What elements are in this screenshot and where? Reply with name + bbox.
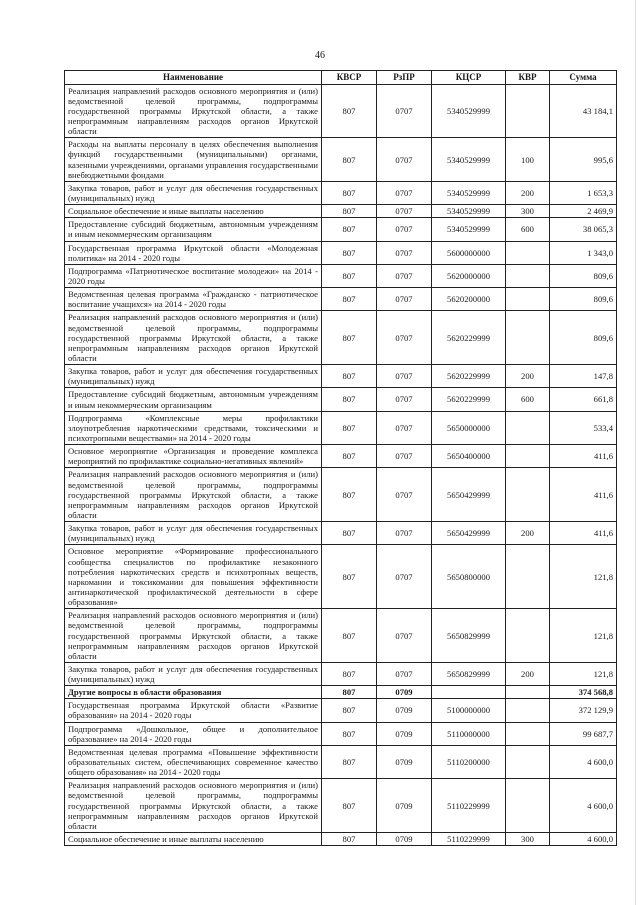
cell-kcsr: 5650829999 <box>432 609 506 663</box>
header-rzpr: РзПР <box>377 71 432 85</box>
cell-kcsr: 5650829999 <box>432 662 506 685</box>
cell-kvr: 200 <box>506 181 550 204</box>
cell-kvsr: 807 <box>322 545 377 609</box>
cell-rzpr: 0707 <box>377 388 432 411</box>
cell-kcsr <box>432 686 506 699</box>
cell-sum: 2 469,9 <box>550 205 617 218</box>
table-row <box>65 609 617 663</box>
page-number: 46 <box>315 50 325 61</box>
cell-sum: 372 129,9 <box>550 699 617 722</box>
cell-sum: 995,6 <box>550 138 617 182</box>
cell-rzpr: 0709 <box>377 779 432 833</box>
cell-kvr <box>506 241 550 264</box>
cell-rzpr: 0709 <box>377 722 432 745</box>
cell-sum: 121,8 <box>550 545 617 609</box>
cell-kvsr: 807 <box>322 388 377 411</box>
cell-name: Подпрограмма «Комплексные меры профилактики злоупотребления наркотическими средствами, токсическими и психотропными веществами» на 2014 - 2020 годы <box>65 411 322 444</box>
cell-kvr: 300 <box>506 205 550 218</box>
table-header-row <box>65 71 617 85</box>
table-row <box>65 411 617 444</box>
cell-kvr <box>506 445 550 468</box>
cell-kvsr: 807 <box>322 686 377 699</box>
table-row <box>65 138 617 182</box>
header-name: Наименование <box>65 71 322 85</box>
cell-kvr: 200 <box>506 522 550 545</box>
cell-rzpr: 0707 <box>377 311 432 365</box>
table-row <box>65 218 617 241</box>
cell-sum: 121,8 <box>550 609 617 663</box>
cell-sum: 43 184,1 <box>550 84 617 138</box>
header-kvsr: КВСР <box>322 71 377 85</box>
cell-rzpr: 0709 <box>377 686 432 699</box>
cell-kvsr: 807 <box>322 745 377 778</box>
cell-kvr <box>506 609 550 663</box>
cell-kvsr: 807 <box>322 205 377 218</box>
cell-kcsr: 5340529999 <box>432 84 506 138</box>
cell-kvsr: 807 <box>322 833 377 846</box>
table-row <box>65 745 617 778</box>
cell-kvsr: 807 <box>322 468 377 522</box>
cell-name: Подпрограмма «Дошкольное, общее и дополнительное образование» на 2014 - 2020 годы <box>65 722 322 745</box>
cell-rzpr: 0707 <box>377 205 432 218</box>
table-row <box>65 686 617 699</box>
cell-rzpr: 0707 <box>377 84 432 138</box>
cell-kcsr: 5340529999 <box>432 181 506 204</box>
cell-kcsr: 5100000000 <box>432 699 506 722</box>
cell-kcsr: 5620229999 <box>432 388 506 411</box>
cell-kvr <box>506 288 550 311</box>
cell-name: Государственная программа Иркутской области «Развитие образования» на 2014 - 2020 годы <box>65 699 322 722</box>
cell-name: Другие вопросы в области образования <box>65 686 322 699</box>
cell-kvsr: 807 <box>322 241 377 264</box>
cell-sum: 661,8 <box>550 388 617 411</box>
table-row <box>65 365 617 388</box>
table-row <box>65 181 617 204</box>
header-kvr: КВР <box>506 71 550 85</box>
cell-name: Реализация направлений расходов основного мероприятия и (или) ведомственной целевой программы, подпрограммы государственной программы Иркутской области, а также непрограммным направлениям расходов органов Иркутской области <box>65 468 322 522</box>
cell-name: Закупка товаров, работ и услуг для обеспечения государственных (муниципальных) нужд <box>65 365 322 388</box>
table-row <box>65 205 617 218</box>
cell-rzpr: 0709 <box>377 699 432 722</box>
cell-name: Подпрограмма «Патриотическое воспитание молодежи» на 2014 - 2020 годы <box>65 264 322 287</box>
cell-kvsr: 807 <box>322 779 377 833</box>
cell-kcsr: 5600000000 <box>432 241 506 264</box>
table-row <box>65 779 617 833</box>
cell-name: Реализация направлений расходов основного мероприятия и (или) ведомственной целевой программы, подпрограммы государственной программы Иркутской области, а также непрограммным направлениям расходов органов Иркутской области <box>65 779 322 833</box>
cell-kvr: 300 <box>506 833 550 846</box>
cell-kvr: 600 <box>506 218 550 241</box>
cell-kvr: 600 <box>506 388 550 411</box>
cell-rzpr: 0707 <box>377 662 432 685</box>
cell-kvsr: 807 <box>322 138 377 182</box>
cell-rzpr: 0707 <box>377 411 432 444</box>
budget-table <box>64 70 617 846</box>
cell-kcsr: 5650400000 <box>432 445 506 468</box>
cell-name: Реализация направлений расходов основного мероприятия и (или) ведомственной целевой программы, подпрограммы государственной программы Иркутской области, а также непрограммным направлениям расходов органов Иркутской области <box>65 311 322 365</box>
cell-kvr <box>506 84 550 138</box>
cell-name: Предоставление субсидий бюджетным, автономным учреждениям и иным некоммерческим организациям <box>65 218 322 241</box>
cell-kcsr: 5110229999 <box>432 833 506 846</box>
cell-kcsr: 5110200000 <box>432 745 506 778</box>
cell-kvsr: 807 <box>322 365 377 388</box>
cell-kcsr: 5650000000 <box>432 411 506 444</box>
cell-kvsr: 807 <box>322 218 377 241</box>
cell-kvr <box>506 311 550 365</box>
cell-kvr: 100 <box>506 138 550 182</box>
cell-name: Реализация направлений расходов основного мероприятия и (или) ведомственной целевой программы, подпрограммы государственной программы Иркутской области, а также непрограммным направлениям расходов органов Иркутской области <box>65 84 322 138</box>
table-row <box>65 311 617 365</box>
cell-kcsr: 5650429999 <box>432 522 506 545</box>
cell-name: Закупка товаров, работ и услуг для обеспечения государственных (муниципальных) нужд <box>65 181 322 204</box>
cell-kvsr: 807 <box>322 311 377 365</box>
cell-rzpr: 0707 <box>377 445 432 468</box>
cell-rzpr: 0707 <box>377 181 432 204</box>
cell-name: Расходы на выплаты персоналу в целях обеспечения выполнения функций государственными (муниципальными) органами, казенными учреждениями, органами управления государственными внебюджетными фондами <box>65 138 322 182</box>
cell-rzpr: 0709 <box>377 745 432 778</box>
table-row <box>65 833 617 846</box>
cell-kvsr: 807 <box>322 662 377 685</box>
cell-sum: 147,8 <box>550 365 617 388</box>
cell-kcsr: 5620200000 <box>432 288 506 311</box>
cell-kvr <box>506 722 550 745</box>
cell-kvsr: 807 <box>322 411 377 444</box>
cell-kcsr: 5340529999 <box>432 205 506 218</box>
cell-kvr: 200 <box>506 365 550 388</box>
table-row <box>65 445 617 468</box>
table-row <box>65 699 617 722</box>
table-row <box>65 662 617 685</box>
cell-sum: 411,6 <box>550 522 617 545</box>
table-row <box>65 288 617 311</box>
cell-kvr <box>506 468 550 522</box>
cell-sum: 38 065,3 <box>550 218 617 241</box>
cell-name: Ведомственная целевая программа «Повышение эффективности образовательных систем, обеспечивающих современное качество общего образования» на 2014 - 2020 годы <box>65 745 322 778</box>
cell-kvr <box>506 745 550 778</box>
cell-kcsr: 5340529999 <box>432 218 506 241</box>
table-row <box>65 545 617 609</box>
cell-sum: 1 343,0 <box>550 241 617 264</box>
cell-kcsr: 5650800000 <box>432 545 506 609</box>
cell-name: Основное мероприятие «Организация и проведение комплекса мероприятий по профилактике социально-негативных явлений» <box>65 445 322 468</box>
cell-kvr <box>506 411 550 444</box>
header-sum: Сумма <box>550 71 617 85</box>
cell-rzpr: 0707 <box>377 468 432 522</box>
cell-kcsr: 5110229999 <box>432 779 506 833</box>
cell-name: Реализация направлений расходов основного мероприятия и (или) ведомственной целевой программы, подпрограммы государственной программы Иркутской области, а также непрограммным направлениям расходов органов Иркутской области <box>65 609 322 663</box>
table-row <box>65 388 617 411</box>
cell-name: Социальное обеспечение и иные выплаты населению <box>65 205 322 218</box>
cell-kvsr: 807 <box>322 609 377 663</box>
cell-kvr <box>506 686 550 699</box>
cell-kvr <box>506 264 550 287</box>
table-row <box>65 468 617 522</box>
cell-name: Основное мероприятие «Формирование профессионального сообщества специалистов по профилактике незаконного потребления наркотических средств и психотропных веществ, наркомании и токсикомании для повышения эффективности антинаркотической профилактической деятельности в сфере образования» <box>65 545 322 609</box>
cell-kcsr: 5650429999 <box>432 468 506 522</box>
cell-sum: 809,6 <box>550 288 617 311</box>
cell-sum: 809,6 <box>550 264 617 287</box>
cell-kcsr: 5620229999 <box>432 365 506 388</box>
table-row <box>65 722 617 745</box>
cell-sum: 4 600,0 <box>550 745 617 778</box>
cell-name: Ведомственная целевая программа «Гражданско - патриотическое воспитание учащихся» на 2014 - 2020 годы <box>65 288 322 311</box>
cell-sum: 374 568,8 <box>550 686 617 699</box>
cell-rzpr: 0707 <box>377 545 432 609</box>
cell-kvr <box>506 699 550 722</box>
cell-rzpr: 0707 <box>377 241 432 264</box>
cell-kvr: 200 <box>506 662 550 685</box>
scan-margin-line <box>635 0 636 905</box>
cell-rzpr: 0707 <box>377 365 432 388</box>
cell-kvsr: 807 <box>322 445 377 468</box>
cell-name: Социальное обеспечение и иные выплаты населению <box>65 833 322 846</box>
cell-kvsr: 807 <box>322 288 377 311</box>
cell-kcsr: 5620000000 <box>432 264 506 287</box>
cell-sum: 121,8 <box>550 662 617 685</box>
cell-kvsr: 807 <box>322 264 377 287</box>
cell-rzpr: 0707 <box>377 138 432 182</box>
table-row <box>65 84 617 138</box>
cell-sum: 411,6 <box>550 468 617 522</box>
cell-name: Закупка товаров, работ и услуг для обеспечения государственных (муниципальных) нужд <box>65 662 322 685</box>
cell-rzpr: 0707 <box>377 609 432 663</box>
cell-kvsr: 807 <box>322 181 377 204</box>
cell-rzpr: 0707 <box>377 264 432 287</box>
cell-rzpr: 0707 <box>377 218 432 241</box>
cell-kvr <box>506 545 550 609</box>
cell-sum: 411,6 <box>550 445 617 468</box>
cell-kcsr: 5340529999 <box>432 138 506 182</box>
table-row <box>65 522 617 545</box>
cell-rzpr: 0709 <box>377 833 432 846</box>
cell-rzpr: 0707 <box>377 288 432 311</box>
cell-sum: 99 687,7 <box>550 722 617 745</box>
cell-sum: 809,6 <box>550 311 617 365</box>
cell-sum: 533,4 <box>550 411 617 444</box>
cell-kcsr: 5110000000 <box>432 722 506 745</box>
cell-kvr <box>506 779 550 833</box>
cell-sum: 1 653,3 <box>550 181 617 204</box>
cell-kvsr: 807 <box>322 722 377 745</box>
cell-kvsr: 807 <box>322 699 377 722</box>
header-kcsr: КЦСР <box>432 71 506 85</box>
cell-kvsr: 807 <box>322 522 377 545</box>
cell-kcsr: 5620229999 <box>432 311 506 365</box>
cell-sum: 4 600,0 <box>550 833 617 846</box>
cell-rzpr: 0707 <box>377 522 432 545</box>
cell-name: Предоставление субсидий бюджетным, автономным учреждениям и иным некоммерческим организациям <box>65 388 322 411</box>
cell-name: Закупка товаров, работ и услуг для обеспечения государственных (муниципальных) нужд <box>65 522 322 545</box>
cell-kvsr: 807 <box>322 84 377 138</box>
table-row <box>65 241 617 264</box>
table-row <box>65 264 617 287</box>
cell-name: Государственная программа Иркутской области «Молодежная политика» на 2014 - 2020 годы <box>65 241 322 264</box>
cell-sum: 4 600,0 <box>550 779 617 833</box>
